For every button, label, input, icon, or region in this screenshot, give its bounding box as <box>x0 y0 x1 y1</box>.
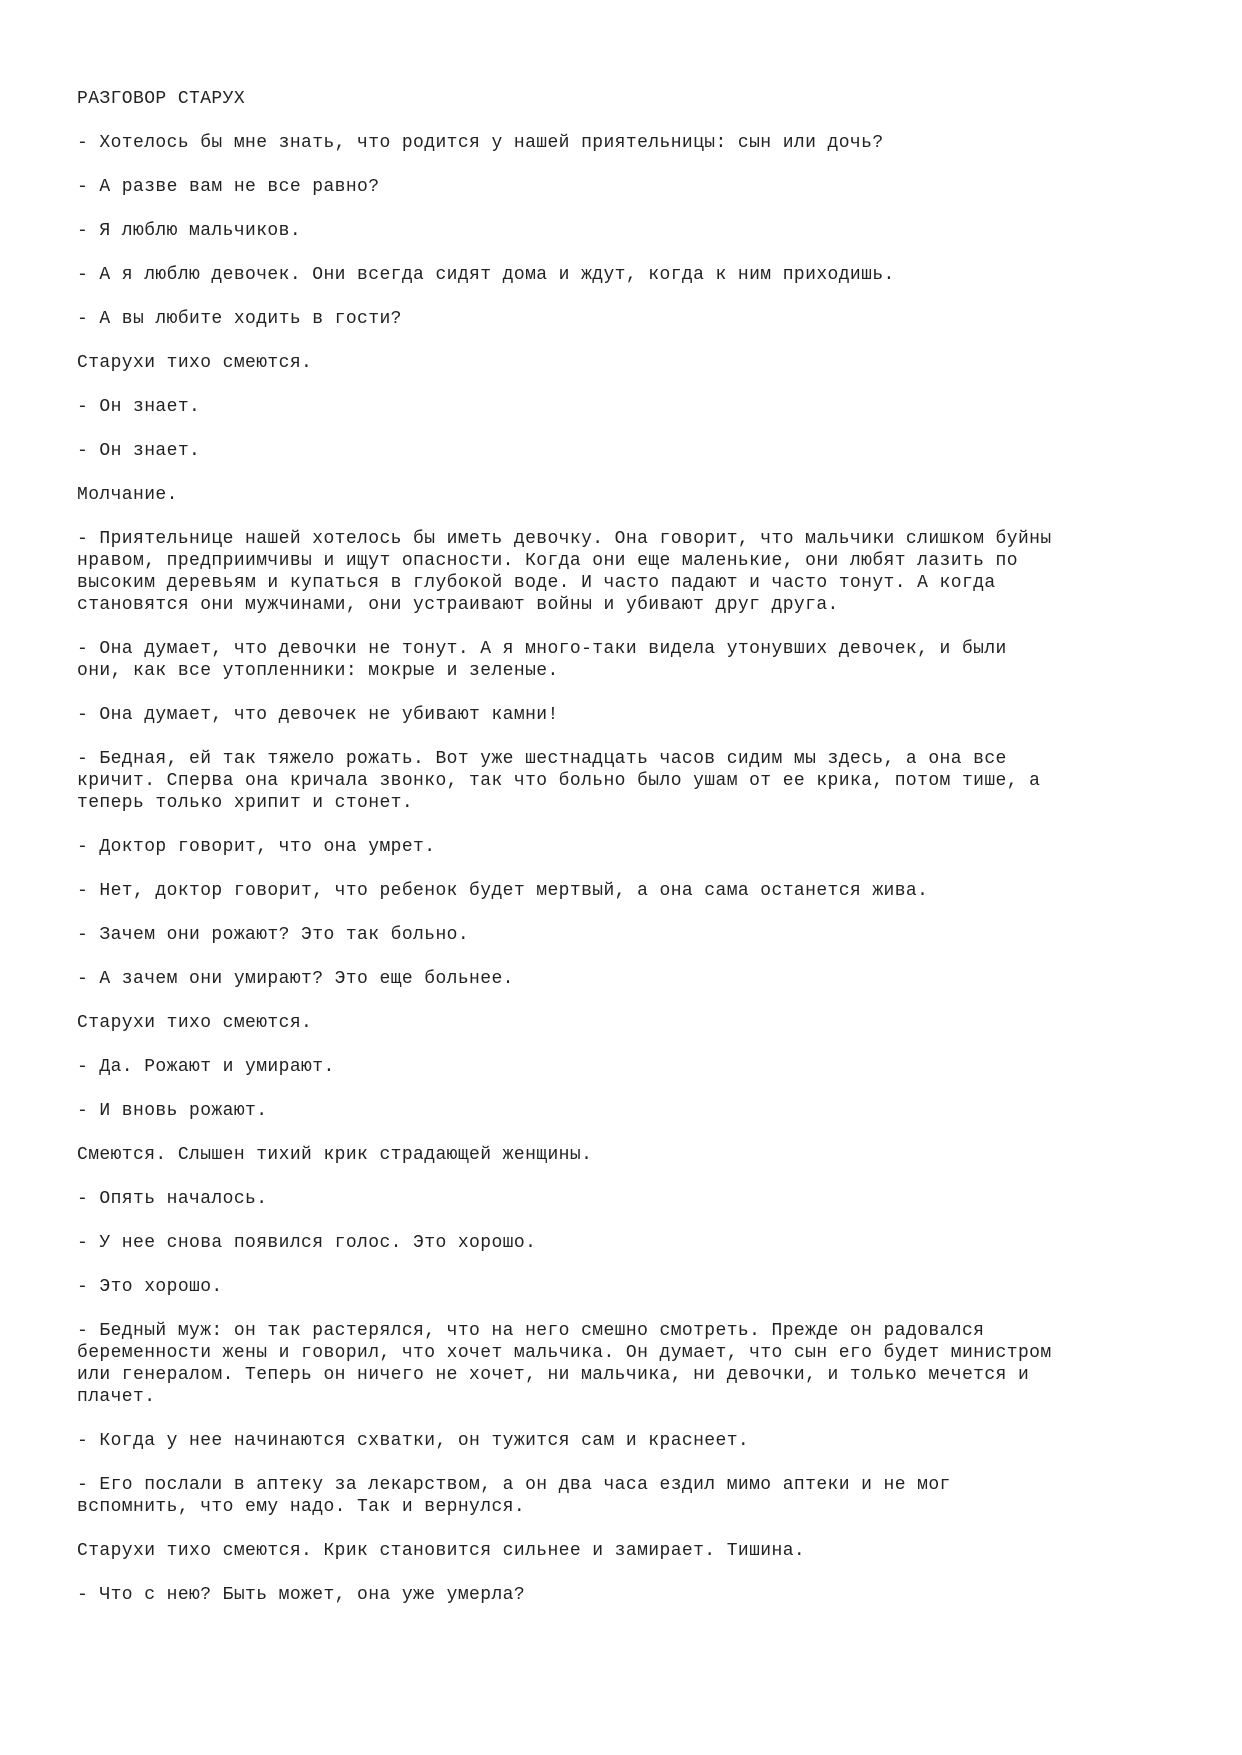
paragraph: - У нее снова появился голос. Это хорошо. <box>77 1233 537 1253</box>
paragraph: - Опять началось. <box>77 1189 268 1209</box>
paragraph: - Я люблю мальчиков. <box>77 221 302 241</box>
paragraph: - Она думает, что девочек не убивают камни! <box>77 705 559 725</box>
paragraph: - Он знает. <box>77 397 201 417</box>
paragraph: - Да. Рожают и умирают. <box>77 1057 335 1077</box>
document-title: РАЗГОВОР СТАРУХ <box>77 89 246 109</box>
paragraph: - Хотелось бы мне знать, что родится у нашей приятельницы: сын или дочь? <box>77 133 884 153</box>
paragraph: - А я люблю девочек. Они всегда сидят дома и ждут, когда к ним приходишь. <box>77 265 895 285</box>
paragraph: - А разве вам не все равно? <box>77 177 380 197</box>
paragraph: - Это хорошо. <box>77 1277 223 1297</box>
paragraph: - А зачем они умирают? Это еще больнее. <box>77 969 514 989</box>
paragraph: - Бедный муж: он так растерялся, что на него смешно смотреть. Прежде он радовался беременности жены и говорил, что хочет мальчика. Он думает, что сын его будет министром или генералом. Теперь он ничего не хочет, ни мальчика, ни девочки, и только мечется и плачет. <box>77 1321 1052 1407</box>
paragraph: - Доктор говорит, что она умрет. <box>77 837 436 857</box>
paragraph: - Приятельнице нашей хотелось бы иметь девочку. Она говорит, что мальчики слишком буйны нравом, предприимчивы и ищут опасности. Когда они еще маленькие, они любят лазить по высоким деревьям и купаться в глубокой воде. И часто падают и часто тонут. А когда становятся они мужчинами, они устраивают войны и убивают друг друга. <box>77 529 1052 615</box>
paragraph: Старухи тихо смеются. <box>77 353 313 373</box>
paragraph: Смеются. Слышен тихий крик страдающей женщины. <box>77 1145 593 1165</box>
paragraph: Молчание. <box>77 485 178 505</box>
paragraph: - Его послали в аптеку за лекарством, а он два часа ездил мимо аптеки и не мог вспомнить, что ему надо. Так и вернулся. <box>77 1475 951 1517</box>
paragraph: - И вновь рожают. <box>77 1101 268 1121</box>
paragraph: - Зачем они рожают? Это так больно. <box>77 925 470 945</box>
paragraph: - Когда у нее начинаются схватки, он тужится сам и краснеет. <box>77 1431 750 1451</box>
paragraph: - Нет, доктор говорит, что ребенок будет мертвый, а она сама останется жива. <box>77 881 929 901</box>
paragraph: Старухи тихо смеются. Крик становится сильнее и замирает. Тишина. <box>77 1541 806 1561</box>
paragraph: Старухи тихо смеются. <box>77 1013 313 1033</box>
paragraph: - Она думает, что девочки не тонут. А я много-таки видела утонувших девочек, и были они, как все утопленники: мокрые и зеленые. <box>77 639 1007 681</box>
document-page <box>77 88 1177 1628</box>
paragraph: - Что с нею? Быть может, она уже умерла? <box>77 1585 526 1605</box>
paragraph: - Бедная, ей так тяжело рожать. Вот уже шестнадцать часов сидим мы здесь, а она все кричит. Сперва она кричала звонко, так что больно было ушам от ее крика, потом тише, а теперь только хрипит и стонет. <box>77 749 1041 813</box>
paragraph: - Он знает. <box>77 441 201 461</box>
paragraph: - А вы любите ходить в гости? <box>77 309 402 329</box>
